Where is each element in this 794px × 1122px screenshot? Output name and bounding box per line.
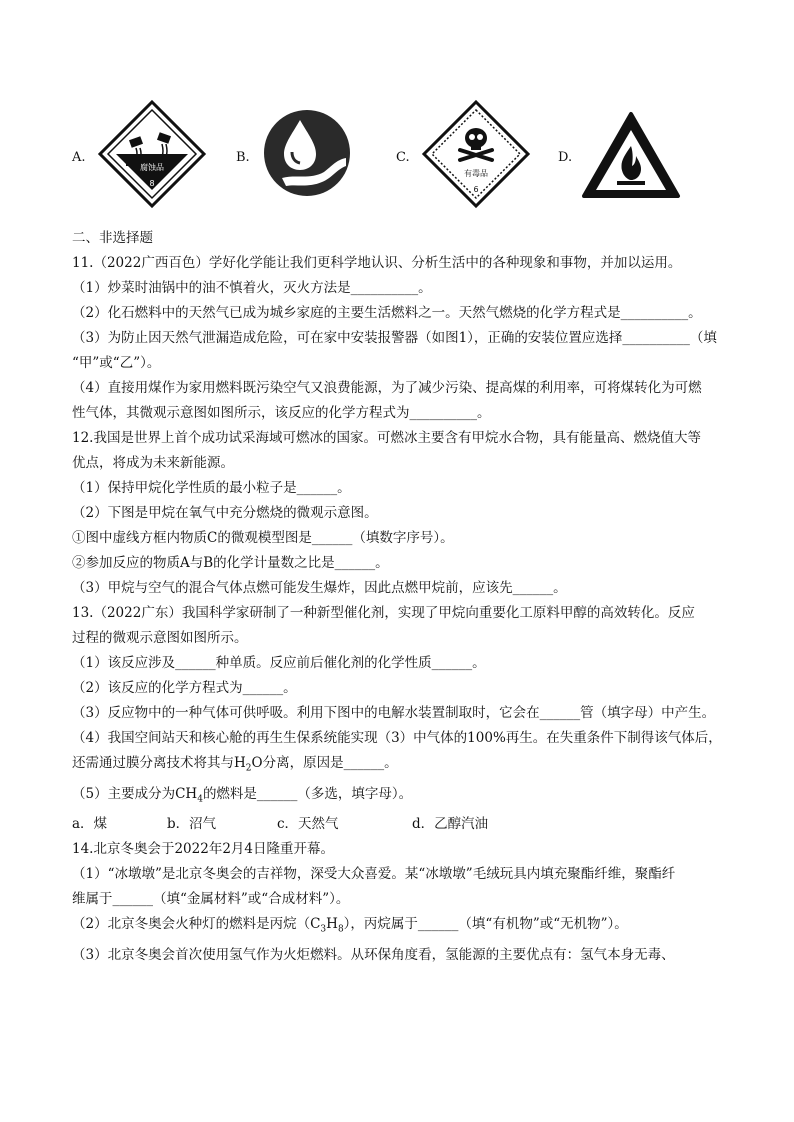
option-a-label: A.: [72, 150, 86, 165]
q12-part2-sub1: ①图中虚线方框内物质C的微观模型图是______（填数字序号）。: [72, 530, 454, 546]
q13-part2: （2）该反应的化学方程式为______。: [72, 680, 297, 696]
q13-part4-text-a: 还需通过膜分离技术将其与H: [72, 755, 246, 771]
q14-part1-line2: 维属于______（填“金属材料”或“合成材料”）。: [72, 891, 350, 908]
q12-part3: （3）甲烷与空气的混合气体点燃可能发生爆炸，因此点燃甲烷前，应该先______。: [72, 580, 567, 596]
q11-part2: （2）化石燃料中的天然气已成为城乡家庭的主要生活燃料之一。天然气燃烧的化学方程式是__________。: [72, 305, 702, 321]
flammable-warning-icon: [580, 110, 682, 200]
q13-part1: （1）该反应涉及______种单质。反应前后催化剂的化学性质______。: [72, 655, 486, 671]
q11-part4-line2: 性气体，其微观示意图如图所示，该反应的化学方程式为__________。: [72, 405, 491, 421]
corrosive-hazard-icon: [96, 98, 208, 210]
q14-part2-text-h: H: [326, 916, 338, 933]
choice-b: b．沼气: [167, 816, 217, 833]
q13-part5-text-a: （5）主要成分为CH: [72, 785, 198, 802]
choice-c: c．天然气: [277, 816, 339, 833]
q12-part2-sub2: ②参加反应的物质A与B的化学计量数之比是______。: [72, 555, 389, 571]
q13-part4-subscript: 2: [245, 763, 252, 774]
option-b-label: B.: [236, 150, 250, 165]
q14-part2-text-a: （2）北京冬奥会火种灯的燃料是丙烷（C: [72, 916, 321, 933]
q12-stem-line2: 优点，将成为未来新能源。: [72, 455, 234, 471]
q14-part3: （3）北京冬奥会首次使用氢气作为火炬燃料。从环保角度看，氢能源的主要优点有：氢气本身无毒、: [72, 947, 675, 964]
svg-text:6: 6: [473, 185, 479, 194]
q13-choices: [72, 812, 732, 837]
choice-d: d．乙醇汽油: [412, 816, 489, 833]
q13-part5-subscript: 4: [197, 794, 203, 805]
q11-part3-line1: （3）为防止因天然气泄漏造成危险，可在家中安装报警器（如图1），正确的安装位置应选择__________（填: [72, 330, 717, 346]
option-d-label: D.: [558, 150, 573, 165]
q13-part5-text-b: 的燃料是______（多选，填字母）。: [202, 785, 413, 802]
q13-stem-line1: 13.（2022广东）我国科学家研制了一种新型催化剂，实现了甲烷向重要化工原料甲醇的高效转化。反应: [72, 605, 695, 621]
q12-part2: （2）下图是甲烷在氧气中充分燃烧的微观示意图。: [72, 505, 378, 521]
q12-stem-line1: 12.我国是世界上首个成功试采海域可燃冰的国家。可燃冰主要含有甲烷水合物，具有能量高、燃烧值大等: [72, 430, 701, 446]
question-content: [72, 226, 732, 968]
section-title: 二、非选择题: [72, 230, 153, 246]
q14-part2-text-b: ），丙烷属于______（填“有机物”或“无机物”）。: [343, 916, 628, 933]
water-saving-icon: [262, 108, 352, 198]
corrosive-label-text: 腐蚀品: [140, 163, 164, 172]
q13-part4-line1: （4）我国空间站天和核心舱的再生生保系统能实现（3）中气体的100%再生。在失重条件下制得该气体后，: [72, 730, 722, 746]
q13-part3: （3）反应物中的一种气体可供呼吸。利用下图中的电解水装置制取时，它会在______管（填字母）中产生。: [72, 705, 716, 721]
toxic-hazard-icon: [420, 98, 532, 210]
q14-part2-sub1: 3: [320, 925, 327, 936]
q11-part3-line2: “甲”或“乙”）。: [72, 355, 161, 371]
q14-part1-line1: （1）“冰墩墩”是北京冬奥会的吉祥物，深受大众喜爱。某“冰墩墩”毛绒玩具内填充聚酯纤维，聚酯纤: [72, 866, 676, 883]
choice-a: a．煤: [72, 816, 108, 833]
q11-stem: 11.（2022广西百色）学好化学能让我们更科学地认识、分析生活中的各种现象和事物，并加以运用。: [72, 255, 682, 271]
q13-part4-line2: [72, 751, 732, 782]
q12-part1: （1）保持甲烷化学性质的最小粒子是______。: [72, 480, 351, 496]
q11-part1: （1）炒菜时油锅中的油不慎着火，灭火方法是__________。: [72, 280, 432, 296]
q14-stem: 14.北京冬奥会于2022年2月4日隆重开幕。: [72, 841, 335, 858]
q14-part2-sub2: 8: [337, 925, 344, 936]
answer-options-row: [0, 92, 794, 222]
q14-part2: [72, 912, 732, 943]
q13-part4-text-b: O分离，原因是______。: [251, 755, 398, 771]
toxic-label-text: 有毒品: [464, 169, 488, 178]
q11-part4-line1: （4）直接用煤作为家用燃料既污染空气又浪费能源，为了减少污染、提高煤的利用率，可将煤转化为可燃: [72, 380, 702, 396]
option-c-label: C.: [396, 150, 410, 165]
q13-stem-line2: 过程的微观示意图如图所示。: [72, 630, 248, 646]
svg-text:8: 8: [149, 179, 155, 188]
q13-part5: [72, 782, 732, 813]
